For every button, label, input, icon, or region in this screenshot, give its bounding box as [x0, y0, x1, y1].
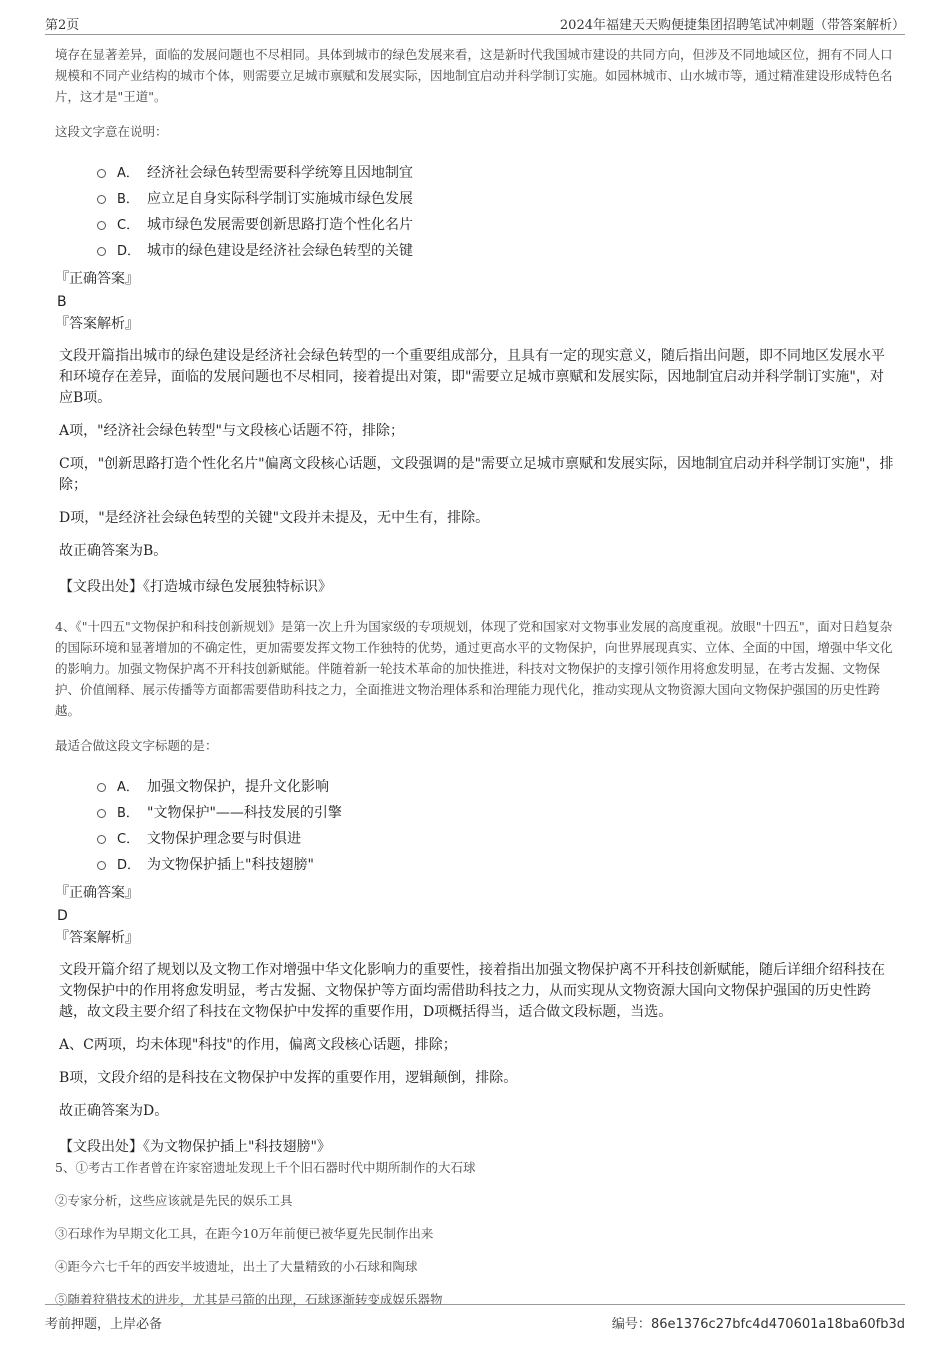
q4-source: 【文段出处】《为文物保护插上"科技翅膀"》	[59, 1139, 331, 1155]
q3-options	[95, 160, 895, 264]
q3-analysis-3: C项，"创新思路打造个性化名片"偏离文段核心话题，文段强调的是"需要立足城市禀赋和发展实际，因地制宜启动并科学制订实施"，排除；	[59, 456, 894, 493]
page-header	[45, 12, 905, 35]
q3-analysis-5: 故正确答案为B。	[59, 543, 168, 559]
q4-answer: D	[57, 908, 68, 924]
q4-analysis-3: B项，文段介绍的是科技在文物保护中发挥的重要作用，逻辑颠倒，排除。	[59, 1070, 518, 1086]
page-footer	[45, 1304, 905, 1331]
q3-option-c[interactable]: C． 城市绿色发展需要创新思路打造个性化名片	[95, 212, 895, 238]
radio-icon[interactable]	[97, 195, 106, 204]
q3-prompt: 这段文字意在说明：	[55, 124, 168, 139]
q4-analysis-label: 『答案解析』	[55, 930, 139, 946]
page-number: 第2页	[45, 18, 80, 33]
footer-slogan: 考前押题，上岸必备	[45, 1317, 163, 1332]
q3-analysis-1: 文段开篇指出城市的绿色建设是经济社会绿色转型的一个重要组成部分，且具有一定的现实意义，随后指出问题，即不同地区发展水平和环境存在差异，面临的发展问题也不尽相同，接着提出对策，即"需要立足城市禀赋和发展实际，因地制宜启动并科学制订实施"，对应B项。	[59, 348, 885, 406]
document-title: 2024年福建天天购便捷集团招聘笔试冲刺题（带答案解析）	[559, 18, 905, 33]
radio-icon[interactable]	[97, 221, 106, 230]
q5-item-3: ③石球作为早期文化工具，在距今10万年前便已被华夏先民制作出来	[55, 1226, 434, 1241]
q5-item-2: ②专家分析，这些应该就是先民的娱乐工具	[55, 1193, 293, 1208]
q3-analysis-4: D项，"是经济社会绿色转型的关键"文段并未提及，无中生有，排除。	[59, 510, 490, 526]
code-label: 编号：	[611, 1317, 651, 1332]
code-value: 86e1376c27bfc4d470601a18ba60fb3d	[650, 1317, 905, 1332]
radio-icon[interactable]	[97, 169, 106, 178]
q5-item-5: ⑤随着狩猎技术的进步，尤其是弓箭的出现，石球逐渐转变成娱乐器物	[55, 1292, 443, 1307]
q4-option-c[interactable]: C． 文物保护理念要与时俱进	[95, 826, 895, 852]
q3-answer: B	[57, 294, 67, 310]
q3-option-d[interactable]: D． 城市的绿色建设是经济社会绿色转型的关键	[95, 238, 895, 264]
q3-option-b[interactable]: B． 应立足自身实际科学制订实施城市绿色发展	[95, 186, 895, 212]
q3-option-a[interactable]: A． 经济社会绿色转型需要科学统筹且因地制宜	[95, 160, 895, 186]
q4-option-a[interactable]: A． 加强文物保护，提升文化影响	[95, 774, 895, 800]
q3-analysis-label: 『答案解析』	[55, 316, 139, 332]
radio-icon[interactable]	[97, 809, 106, 818]
radio-icon[interactable]	[97, 247, 106, 256]
q3-answer-label: 『正确答案』	[55, 271, 139, 287]
q4-analysis-2: A、C两项，均未体现"科技"的作用，偏离文段核心话题，排除；	[59, 1037, 457, 1053]
q3-analysis-2: A项，"经济社会绿色转型"与文段核心话题不符，排除；	[59, 423, 404, 439]
q4-prompt: 最适合做这段文字标题的是：	[55, 738, 218, 753]
q4-option-d[interactable]: D． 为文物保护插上"科技翅膀"	[95, 852, 895, 878]
radio-icon[interactable]	[97, 861, 106, 870]
q3-passage: 境存在显著差异，面临的发展问题也不尽相同。具体到城市的绿色发展来看，这是新时代我国城市建设的共同方向，但涉及不同地域区位，拥有不同人口规模和不同产业结构的城市个体，则需要立足城市禀赋和发展实际，因地制宜启动并科学制订实施。如园林城市、山水城市等，通过精准建设形成特色名片，这才是"王道"。	[55, 47, 893, 104]
q3-source: 【文段出处】《打造城市绿色发展独特标识》	[59, 579, 332, 595]
document-body	[55, 44, 895, 1310]
q5-item-1: 5、①考古工作者曾在许家窑遗址发现上千个旧石器时代中期所制作的大石球	[55, 1160, 476, 1175]
radio-icon[interactable]	[97, 783, 106, 792]
document-code	[612, 1313, 905, 1332]
q4-analysis-1: 文段开篇介绍了规划以及文物工作对增强中华文化影响力的重要性，接着指出加强文物保护离不开科技创新赋能，随后详细介绍科技在文物保护中的作用将愈发明显，考古发掘、文物保护等方面均需借助科技之力，从而实现从文物资源大国向文物保护强国的历史性跨越，故文段主要介绍了科技在文物保护中发挥的重要作用，D项概括得当，适合做文段标题，当选。	[59, 962, 885, 1020]
q4-options	[95, 774, 895, 878]
q5-item-4: ④距今六七千年的西安半坡遗址，出土了大量精致的小石球和陶球	[55, 1259, 418, 1274]
q4-option-b[interactable]: B． "文物保护"——科技发展的引擎	[95, 800, 895, 826]
q4-answer-label: 『正确答案』	[55, 885, 139, 901]
q4-analysis-4: 故正确答案为D。	[59, 1103, 169, 1119]
q4-passage: 4、《"十四五"文物保护和科技创新规划》是第一次上升为国家级的专项规划，体现了党和国家对文物事业发展的高度重视。放眼"十四五"，面对日趋复杂的国际环境和显著增加的不确定性，更加需要发挥文物工作独特的优势，通过更高水平的文物保护，向世界展现真实、立体、全面的中国，增强中华文化的影响力。加强文物保护离不开科技创新赋能。伴随着新一轮技术革命的加快推进，科技对文物保护的支撑引领作用将愈发明显，在考古发掘、文物保护、价值阐释、展示传播等方面都需要借助科技之力，全面推进文物治理体系和治理能力现代化，推动实现从文物资源大国向文物保护强国的历史性跨越。	[55, 619, 893, 718]
radio-icon[interactable]	[97, 835, 106, 844]
